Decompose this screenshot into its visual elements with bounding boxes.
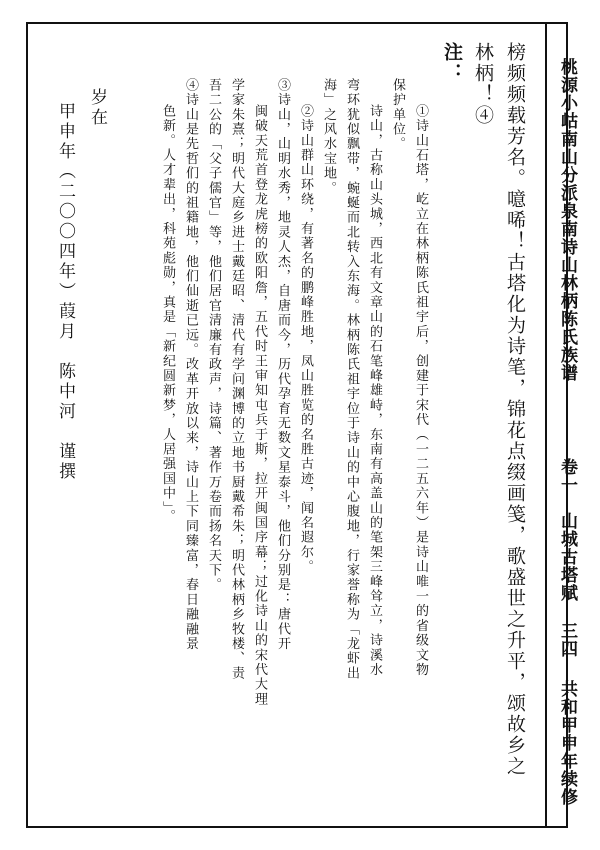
note-text: 闽破天荒首登龙虎榜的欧阳詹，五代时王审知屯兵于斯，拉开闽国序幕；过化诗山的宋代大理	[252, 104, 267, 707]
poem-line: 林柄！④	[472, 42, 494, 126]
header-divider-line	[545, 22, 547, 828]
running-header-edition: 共和甲申年续修	[557, 680, 577, 806]
poem-line: 榜频频载芳名。噫唏！古塔化为诗笔，锦花点缀画笺，歌盛世之升平，颂故乡之	[504, 42, 526, 777]
running-header-page-number: 三四	[557, 622, 577, 658]
signature-year-label: 岁在	[87, 88, 107, 128]
note-text: ①诗山石塔，屹立在林柄陈氏祖宇后，创建于宋代（一二五六年）是诗山唯一的省级文物	[413, 104, 428, 678]
running-header-title: 桃源小岵南山分派泉南诗山林柄陈氏族谱	[557, 58, 577, 382]
note-text: 弯环犹似飘带，蜿蜒而北转入东海。林柄陈氏祖宇位于诗山的中心腹地，行家誉称为「龙虾出	[344, 78, 359, 681]
note-text: ③诗山，山明水秀，地灵人杰，自唐而今，历代孕育无数文星泰斗，他们分别是：唐代开	[275, 78, 290, 652]
note-text: ②诗山群山环绕，有著名的鹏峰胜地，凤山胜览的名胜古迹，闻名遐尔。	[298, 104, 313, 575]
notes-heading: 注：	[441, 42, 463, 84]
note-text: 保护单位。	[390, 78, 405, 152]
running-header-section: 卷一 山城古塔赋	[557, 458, 577, 602]
note-text: 吾二公的「父子儒官」等，他们居官清廉有政声，诗篇、著作万卷而扬名天下。	[206, 78, 221, 593]
note-text: 海」之风水宝地。	[321, 78, 336, 196]
note-text: ④诗山是先哲们的祖籍地，他们仙逝已远。改革开放以来，诗山上下同臻富，春日融融景	[183, 78, 198, 652]
note-text: 色新。人才辈出，科苑彪勋，真是「新纪圆新梦，人居强国中」。	[160, 104, 175, 524]
note-text: 诗山，古称山头城，西北有文章山的石笔峰雄峙，东南有高盖山的笔架三峰耸立，诗溪水	[367, 104, 382, 678]
signature-date-author: 甲申年（二〇〇四年）葭月 陈中河 谨撰	[55, 102, 75, 482]
note-text: 学家朱熹；明代大庭乡进士戴廷昭、清代有学问渊博的立地书厨戴希朱；明代林柄乡牧楼、责	[229, 78, 244, 681]
